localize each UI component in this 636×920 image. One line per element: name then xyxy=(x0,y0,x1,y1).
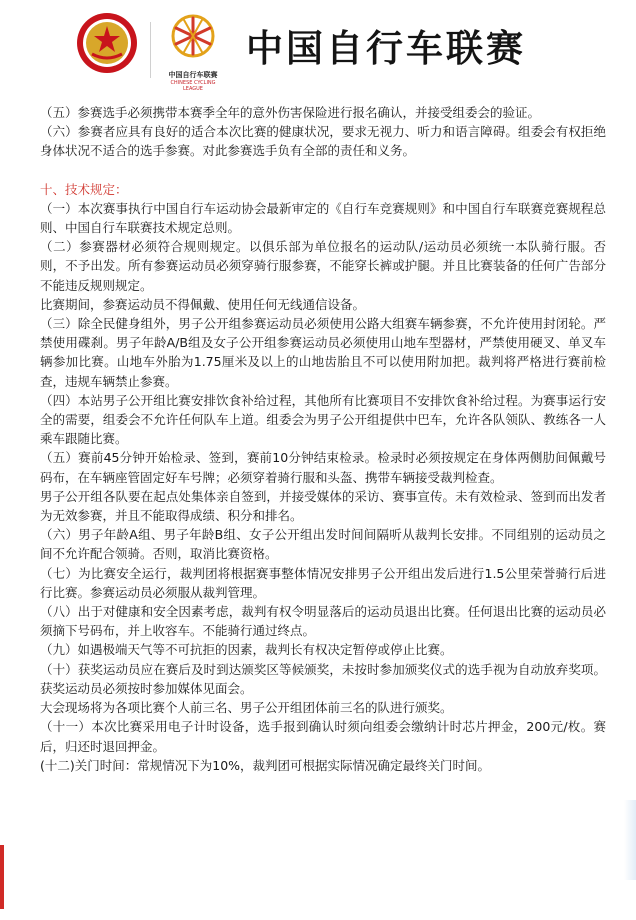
rule-1: （一）本次赛事执行中国自行车运动协会最新审定的《自行车竞赛规则》和中国自行车联赛竞赛规程总则、中国自行车联赛技术规定总则。 xyxy=(40,200,606,236)
rule-7: （七）为比赛安全运行，裁判团将根据赛事整体情况安排男子公开组出发后进行1.5公里荣誉骑行后进行比赛。参赛运动员必须服从裁判管理。 xyxy=(40,565,606,600)
cycling-association-logo xyxy=(76,12,138,74)
chinese-cycling-league-logo xyxy=(162,10,224,90)
rule-6: （六）男子年龄A组、男子年龄B组、女子公开组出发时间间隔听从裁判长安排。不同组别的运动员之间不允许配合领骑。否则，取消比赛资格。 xyxy=(40,527,606,562)
paragraph-insurance: （五）参赛选手必须携带本赛季全年的意外伤害保险进行报名确认，并接受组委会的验证。 xyxy=(40,105,541,120)
paragraph-gap xyxy=(40,161,606,180)
league-logo-chinese-text: 中国自行车联赛 xyxy=(168,71,218,79)
rule-3: （三）除全民健身组外，男子公开组参赛运动员必须使用公路大组赛车辆参赛，不允许使用封闭轮。严禁使用碟刹。男子年龄A/B组及女子公开组参赛运动员必须使用山地车型器材，严禁使用硬叉、单叉车辆参加比赛。山地车外胎为1.75厘米及以上的山地齿胎且不可以使用附加把。裁判将严格进行赛前检查，违规车辆禁止参赛。 xyxy=(40,316,606,389)
rule-11: （十一）本次比赛采用电子计时设备，选手报到确认时须向组委会缴纳计时芯片押金，200元/枚。赛后，归还时退回押金。 xyxy=(40,719,606,754)
rule-5-note: 男子公开组各队要在起点处集体亲自签到，并接受媒体的采访、赛事宣传。未有效检录、签到而出发者为无效参赛，并且不能取得成绩、积分和排名。 xyxy=(40,488,606,524)
league-logo-english-text: CHINESE CYCLING LEAGUE xyxy=(170,80,216,92)
rule-2-note: 比赛期间，参赛运动员不得佩戴、使用任何无线通信设备。 xyxy=(40,296,366,312)
rule-8: （八）出于对健康和安全因素考虑，裁判有权令明显落后的运动员退出比赛。任何退出比赛的运动员必须摘下号码布，并上收容车。不能骑行通过终点。 xyxy=(40,604,606,639)
paragraph-health: （六）参赛者应具有良好的适合本次比赛的健康状况，要求无视力、听力和语言障碍。组委会有权拒绝身体状况不适合的选手参赛。对此参赛选手负有全部的责任和义务。 xyxy=(40,124,606,159)
header-divider xyxy=(150,22,151,78)
rule-10: （十）获奖运动员应在赛后及时到达颁奖区等候颁奖，未按时参加颁奖仪式的选手视为自动放弃奖项。获奖运动员必须按时参加媒体见面会。 xyxy=(40,661,606,696)
document-body xyxy=(40,103,606,775)
rule-4: （四）本站男子公开组比赛安排饮食补给过程，其他所有比赛项目不安排饮食补给过程。为赛事运行安全的需要，组委会不允许任何队车上道。组委会为男子公开组提供中巴车，允许各队领队、教练各一人乘车跟随比赛。 xyxy=(40,392,606,447)
section-title-technical-rules: 十、技术规定： xyxy=(40,181,128,197)
rule-2: （二）参赛器材必须符合规则规定。以俱乐部为单位报名的运动队/运动员必须统一本队骑行服。否则，不予出发。所有参赛运动员必须穿骑行服参赛，不能穿长裤或护腿。并且比赛装备的任何广告部分不能违反规则规定。 xyxy=(40,239,606,293)
rule-10-note: 大会现场将为各项比赛个人前三名、男子公开组团体前三名的队进行颁奖。 xyxy=(40,700,453,716)
page-title: 中国自行车联赛 xyxy=(246,27,526,70)
rule-5: （五）赛前45分钟开始检录、签到，赛前10分钟结束检录。检录时必须按规定在身体两侧肋间佩戴号码布，在车辆座管固定好车号牌；必须穿着骑行服和头盔、携带车辆接受裁判检查。 xyxy=(40,450,606,485)
page-header xyxy=(0,0,636,92)
rule-9: （九）如遇极端天气等不可抗拒的因素，裁判长有权决定暂停或停止比赛。 xyxy=(40,642,453,658)
left-red-accent-bar xyxy=(0,845,4,909)
right-edge-accent xyxy=(624,800,636,880)
rule-12: (十二)关门时间：常规情况下为10%，裁判团可根据实际情况确定最终关门时间。 xyxy=(40,757,491,773)
